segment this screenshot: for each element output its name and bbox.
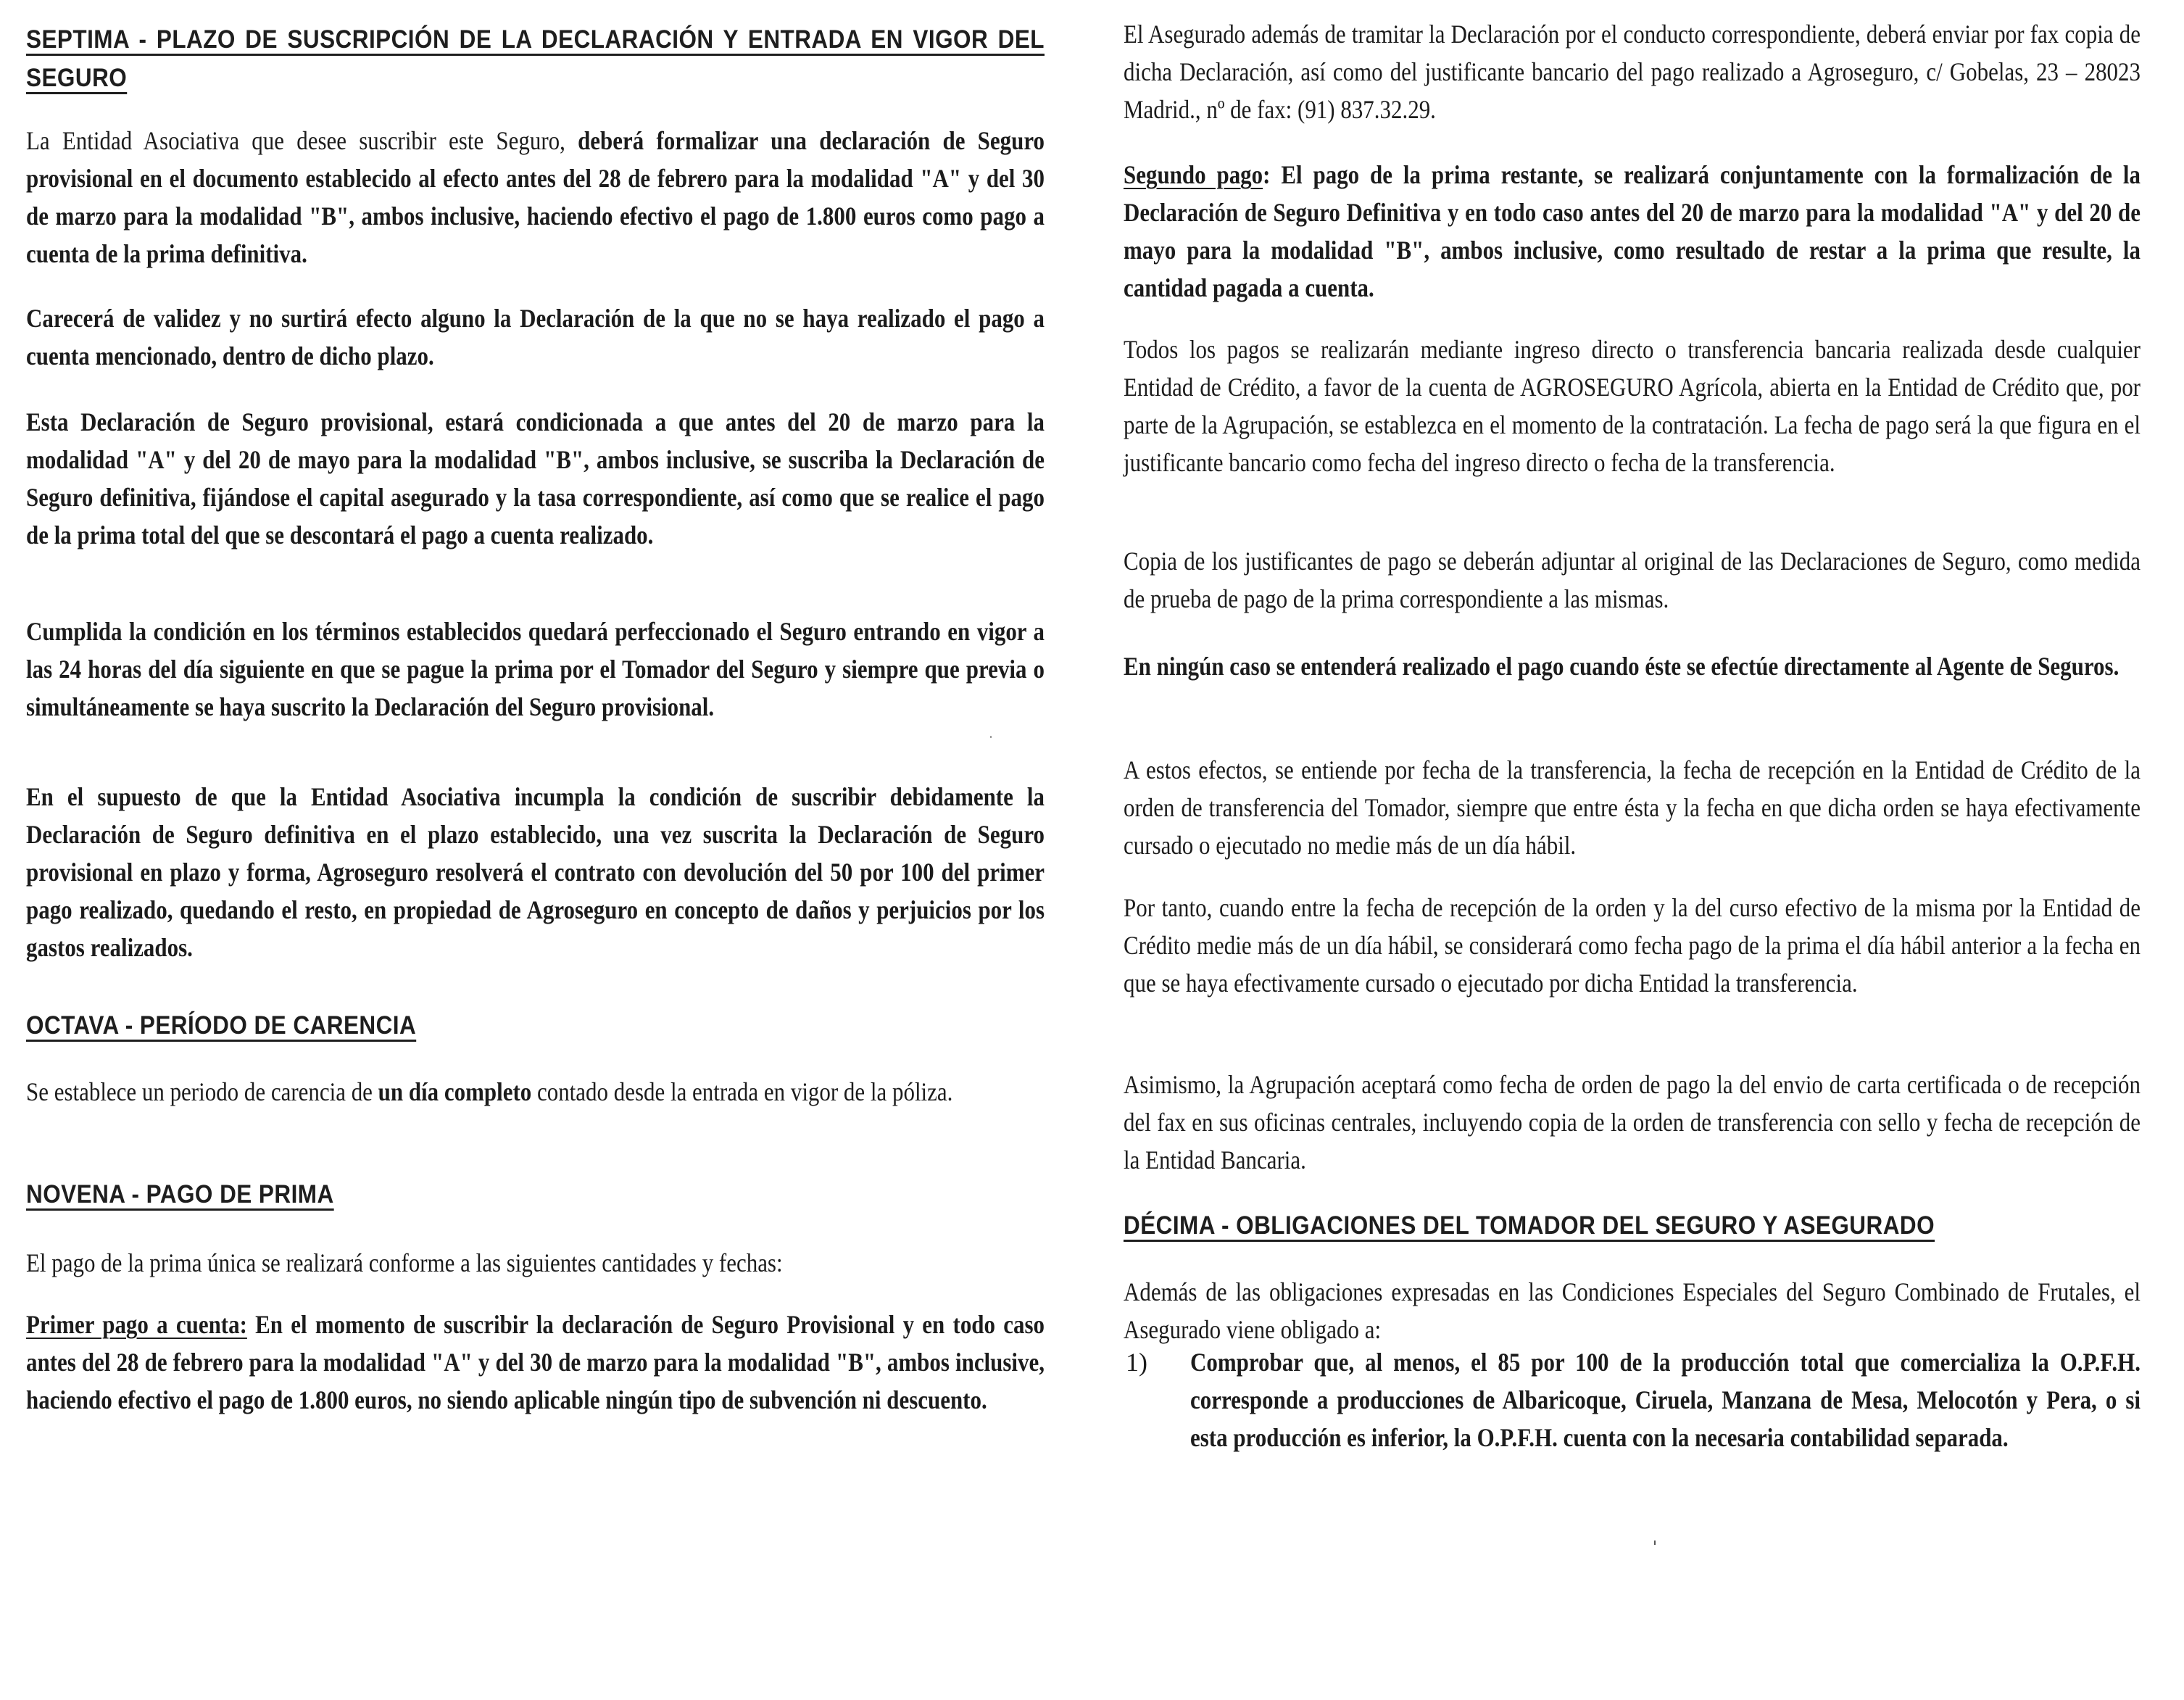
paragraph-por-tanto <box>1124 889 2141 1002</box>
primer-pago-label: Primer pago a cuenta: <box>26 1310 247 1339</box>
paragraph-septima-4 <box>26 613 1045 726</box>
left-column <box>26 0 1045 1700</box>
paragraph-septima-3 <box>26 403 1045 554</box>
paragraph-octava <box>26 1073 1045 1111</box>
section-heading-decima: DÉCIMA - OBLIGACIONES DEL TOMADOR DEL SEGURO Y ASEGURADO <box>1124 1211 1935 1240</box>
paragraph-septima-5 <box>26 778 1045 966</box>
paragraph-septima-1 <box>26 122 1045 273</box>
paragraph-segundo-pago <box>1124 156 2141 307</box>
paragraph-decima-intro <box>1124 1273 2141 1348</box>
text-run: Todos los pagos se realizarán mediante ingreso directo o transferencia bancaria realizada desde cualquier Entidad de Crédito, a favor de la cuenta de AGROSEGURO Agrícola, abierta en la Entidad de Crédito que, por parte de la Agrupación, se establezca en el momento de la contratación. La fecha de pago será la que figura en el justificante bancario como fecha del ingreso directo o fecha de la transferencia. <box>1124 335 2141 477</box>
scan-speck <box>990 736 992 738</box>
text-run: Copia de los justificantes de pago se deberán adjuntar al original de las Declaraciones de Seguro, como medida de prueba de pago de la prima correspondiente a las mismas. <box>1124 547 2141 613</box>
section-heading-octava: OCTAVA - PERÍODO DE CARENCIA <box>26 1011 417 1040</box>
paragraph-a-estos-efectos <box>1124 751 2141 864</box>
text-run: contado desde la entrada en vigor de la póliza. <box>531 1077 953 1106</box>
section-heading-septima: SEPTIMA - PLAZO DE SUSCRIPCIÓN DE LA DECLARACIÓN Y ENTRADA EN VIGOR DEL SEGURO <box>26 25 1045 92</box>
list-number: 1) <box>1126 1348 1147 1377</box>
text-run-bold: un día completo <box>378 1077 532 1106</box>
list-item-text <box>1190 1343 2141 1456</box>
right-column <box>1124 0 2141 1700</box>
text-run: La Entidad Asociativa que desee suscribir este Seguro, <box>26 126 578 155</box>
text-run-bold: En ningún caso se entenderá realizado el pago cuando éste se efectúe directamente al Agente de Seguros. <box>1124 652 2119 681</box>
paragraph-primer-pago <box>26 1306 1045 1419</box>
text-run: Asimismo, la Agrupación aceptará como fecha de orden de pago la del envio de carta certificada o de recepción del fax en sus oficinas centrales, incluyendo copia de la orden de transferencia con sello y fecha de recepción de la Entidad Bancaria. <box>1124 1070 2141 1174</box>
text-run: Se establece un periodo de carencia de <box>26 1077 378 1106</box>
text-run-bold: Carecerá de validez y no surtirá efecto alguno la Declaración de la que no se haya realizado el pago a cuenta mencionado, dentro de dicho plazo. <box>26 304 1045 370</box>
text-run-bold: Esta Declaración de Seguro provisional, estará condicionada a que antes del 20 de marzo para la modalidad "A" y del 20 de mayo para la modalidad "B", ambos inclusive, se suscriba la Declaración de Seguro definitiva, fijándose el capital asegurado y la tasa correspondiente, así como que se realice el pago de la prima total del que se descontará el pago a cuenta realizado. <box>26 407 1045 550</box>
text-run: Por tanto, cuando entre la fecha de recepción de la orden y la del curso efectivo de la misma por la Entidad de Crédito medie más de un día hábil, se considerará como fecha pago de la prima el día hábil anterior a la fecha en que se haya efectivamente cursado o ejecutado por dicha Entidad la transferencia. <box>1124 893 2141 998</box>
paragraph-asimismo <box>1124 1066 2141 1179</box>
segundo-pago-label: Segundo pago <box>1124 160 1263 189</box>
text-run-bold: Comprobar que, al menos, el 85 por 100 de la producción total que comercializa la O.P.F.H. corresponde a producciones de Albaricoque, Ciruela, Manzana de Mesa, Melocotón y Pera, o si esta producción es inferior, la O.P.F.H. cuenta con la necesaria contabilidad separada. <box>1190 1348 2141 1452</box>
text-run-bold: En el supuesto de que la Entidad Asociativa incumpla la condición de suscribir debidamente la Declaración de Seguro definitiva en el plazo establecido, una vez suscrita la Declaración de Seguro provisional en plazo y forma, Agroseguro resolverá el contrato con devolución del 50 por 100 del primer pago realizado, quedando el resto, en propiedad de Agroseguro en concepto de daños y perjuicios por los gastos realizados. <box>26 782 1045 962</box>
text-run-bold: deberá formalizar una declaración de Seguro provisional en el documento establecido al efecto antes del 28 de febrero para la modalidad "A" y del 30 de marzo para la modalidad "B", ambos inclusive, haciendo efectivo el pago de 1.800 euros como pago a cuenta de la prima definitiva. <box>26 126 1045 268</box>
text-run: El pago de la prima única se realizará conforme a las siguientes cantidades y fechas: <box>26 1248 783 1277</box>
paragraph-fax-instructions <box>1124 15 2141 128</box>
paragraph-todos-los-pagos <box>1124 331 2141 481</box>
text-run: A estos efectos, se entiende por fecha de la transferencia, la fecha de recepción en la Entidad de Crédito de la orden de transferencia del Tomador, siempre que entre ésta y la fecha en que dicha orden se haya efectivamente cursado o ejecutado no medie más de un día hábil. <box>1124 755 2141 860</box>
scan-speck <box>1654 1541 1656 1545</box>
paragraph-copia-justificantes <box>1124 542 2141 618</box>
text-run-bold: Cumplida la condición en los términos establecidos quedará perfeccionado el Seguro entrando en vigor a las 24 horas del día siguiente en que se pague la prima por el Tomador del Seguro y siempre que previa o simultáneamente se haya suscrito la Declaración del Seguro provisional. <box>26 617 1045 721</box>
text-run: Además de las obligaciones expresadas en las Condiciones Especiales del Seguro Combinado de Frutales, el Asegurado viene obligado a: <box>1124 1277 2141 1344</box>
text-run-bold: En el momento de suscribir la declaración de Seguro Provisional y en todo caso antes del 28 de febrero para la modalidad "A" y del 30 de marzo para la modalidad "B", ambos inclusive, haciendo efectivo el pago de 1.800 euros, no siendo aplicable ningún tipo de subvención ni descuento. <box>26 1310 1045 1414</box>
paragraph-novena-intro <box>26 1244 1045 1282</box>
paragraph-ningun-caso <box>1124 647 2141 685</box>
paragraph-septima-2 <box>26 299 1045 375</box>
text-run-bold: : El pago de la prima restante, se realizará conjuntamente con la formalización de la Declaración de Seguro Definitiva y en todo caso antes del 20 de marzo para la modalidad "A" y del 20 de mayo para la modalidad "B", ambos inclusive, como resultado de restar a la prima que resulte, la cantidad pagada a cuenta. <box>1124 160 2141 302</box>
section-heading-novena: NOVENA - PAGO DE PRIMA <box>26 1180 334 1208</box>
text-run: El Asegurado además de tramitar la Declaración por el conducto correspondiente, deberá enviar por fax copia de dicha Declaración, así como del justificante bancario del pago realizado a Agroseguro, c/ Gobelas, 23 – 28023 Madrid., nº de fax: (91) 837.32.29. <box>1124 20 2141 124</box>
